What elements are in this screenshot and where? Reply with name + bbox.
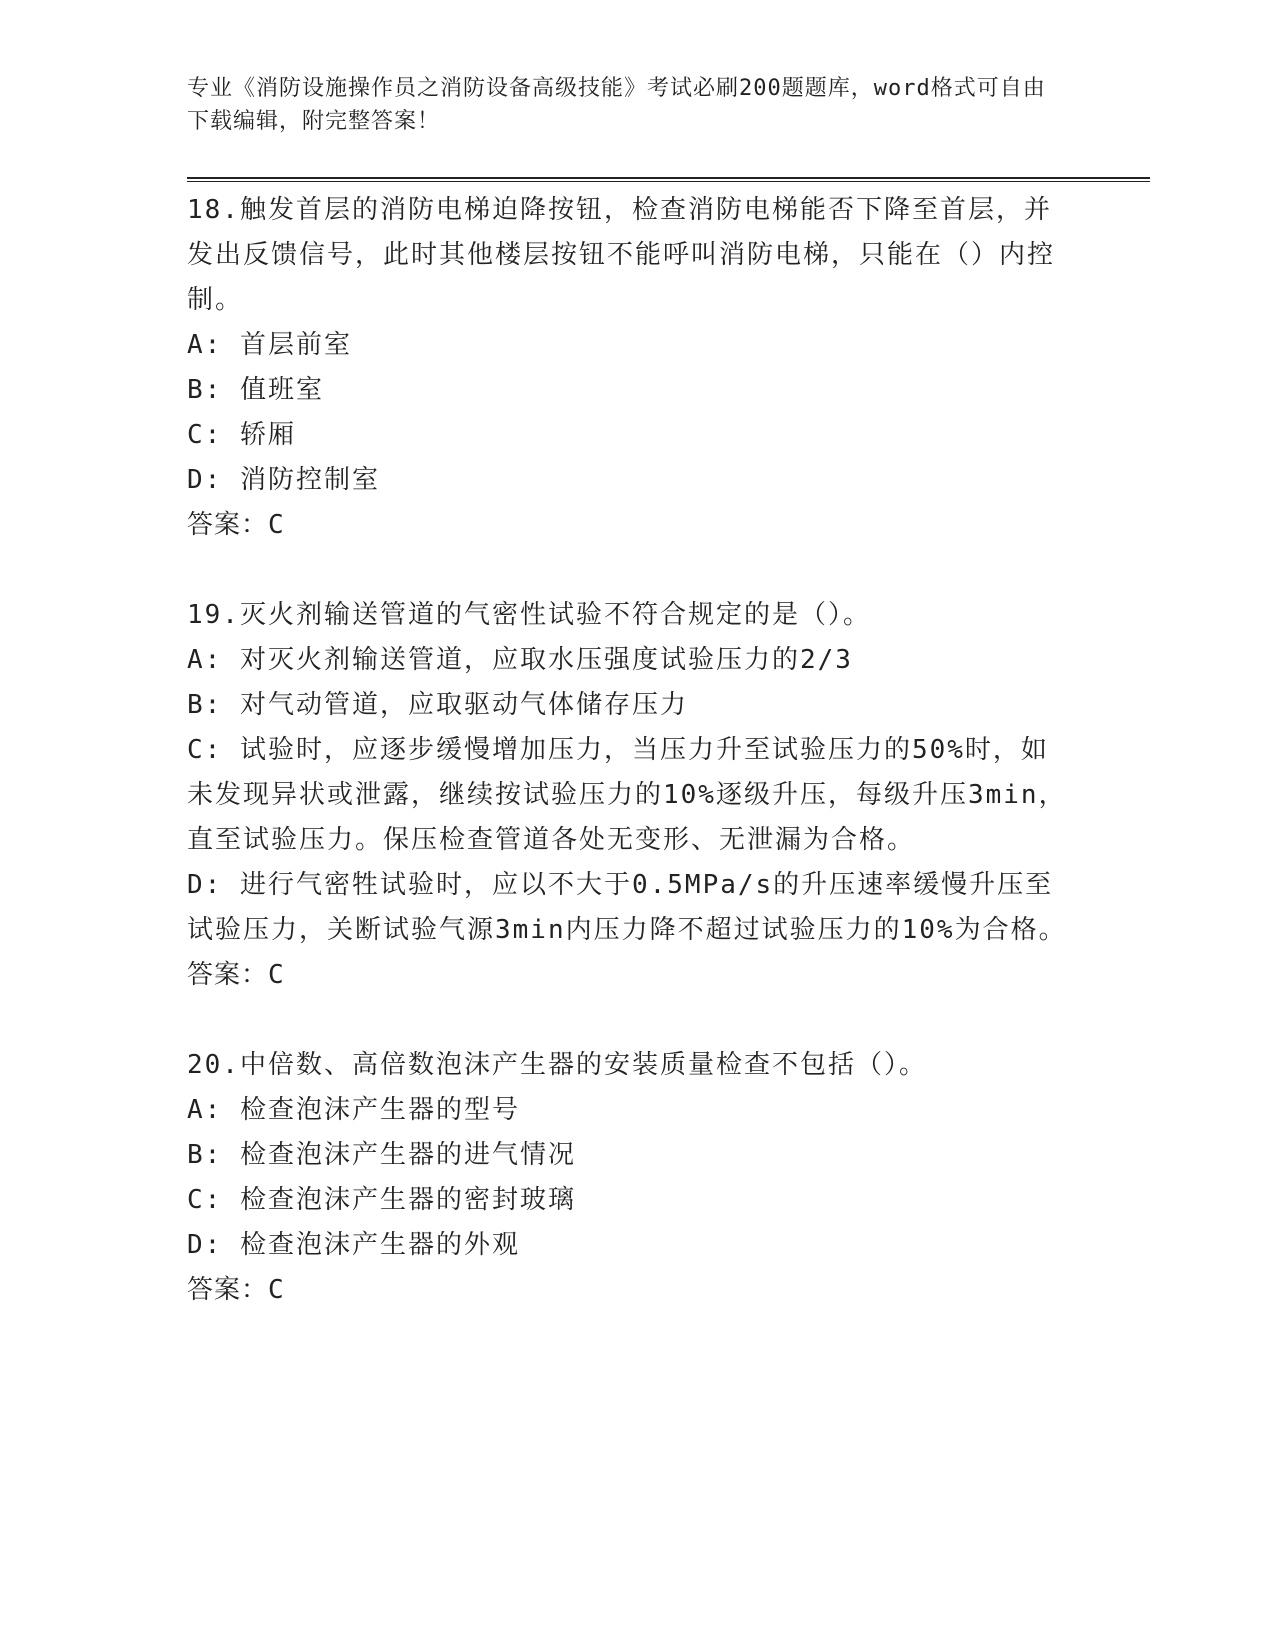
answer-line bbox=[187, 953, 1067, 998]
option-b: B: 检查泡沫产生器的进气情况 bbox=[187, 1140, 576, 1170]
answer-label: 答案： bbox=[187, 510, 269, 540]
option-d: D: 消防控制室 bbox=[187, 465, 380, 495]
question-stem: 19.灭火剂输送管道的气密性试验不符合规定的是（）。 bbox=[187, 600, 871, 630]
question-stem: 20.中倍数、高倍数泡沫产生器的安装质量检查不包括（）。 bbox=[187, 1050, 927, 1080]
question-stem: 18.触发首层的消防电梯迫降按钮，检查消防电梯能否下降至首层，并发出反馈信号，此时其他楼层按钮不能呼叫消防电梯，只能在（）内控制。 bbox=[187, 195, 1056, 315]
option-c: C: 检查泡沫产生器的密封玻璃 bbox=[187, 1185, 576, 1215]
option-d: D: 检查泡沫产生器的外观 bbox=[187, 1230, 520, 1260]
answer-line bbox=[187, 1268, 1067, 1313]
answer-line bbox=[187, 503, 1067, 548]
option-a: A: 首层前室 bbox=[187, 330, 352, 360]
answer-label: 答案： bbox=[187, 1275, 269, 1305]
option-c: C: 轿厢 bbox=[187, 420, 296, 450]
answer-value: C bbox=[268, 1275, 285, 1305]
answer-value: C bbox=[268, 510, 285, 540]
question-spacer bbox=[187, 548, 1067, 593]
answer-value: C bbox=[268, 960, 285, 990]
question-18 bbox=[187, 188, 1067, 548]
answer-label: 答案： bbox=[187, 960, 269, 990]
option-b: B: 值班室 bbox=[187, 375, 324, 405]
header-divider bbox=[187, 177, 1150, 182]
document-intro: 专业《消防设施操作员之消防设备高级技能》考试必刷200题题库，word格式可自由下载编辑，附完整答案！ bbox=[187, 76, 1046, 134]
option-c: C: 试验时，应逐步缓慢增加压力，当压力升至试验压力的50%时，如未发现异状或泄露，继续按试验压力的10%逐级升压，每级升压3min，直至试验压力。保压检查管道各处无变形、无泄漏为合格。 bbox=[187, 735, 1067, 855]
question-spacer bbox=[187, 998, 1067, 1043]
question-19 bbox=[187, 593, 1067, 998]
option-b: B: 对气动管道，应取驱动气体储存压力 bbox=[187, 690, 688, 720]
option-a: A: 检查泡沫产生器的型号 bbox=[187, 1095, 520, 1125]
option-a: A: 对灭火剂输送管道，应取水压强度试验压力的2/3 bbox=[187, 645, 853, 675]
option-d: D: 进行气密牲试验时，应以不大于0.5MPa/s的升压速率缓慢升压至试验压力，关断试验气源3min内压力降不超过试验压力的10%为合格。 bbox=[187, 870, 1067, 945]
question-20 bbox=[187, 1043, 1067, 1313]
question-list bbox=[187, 188, 1067, 1313]
